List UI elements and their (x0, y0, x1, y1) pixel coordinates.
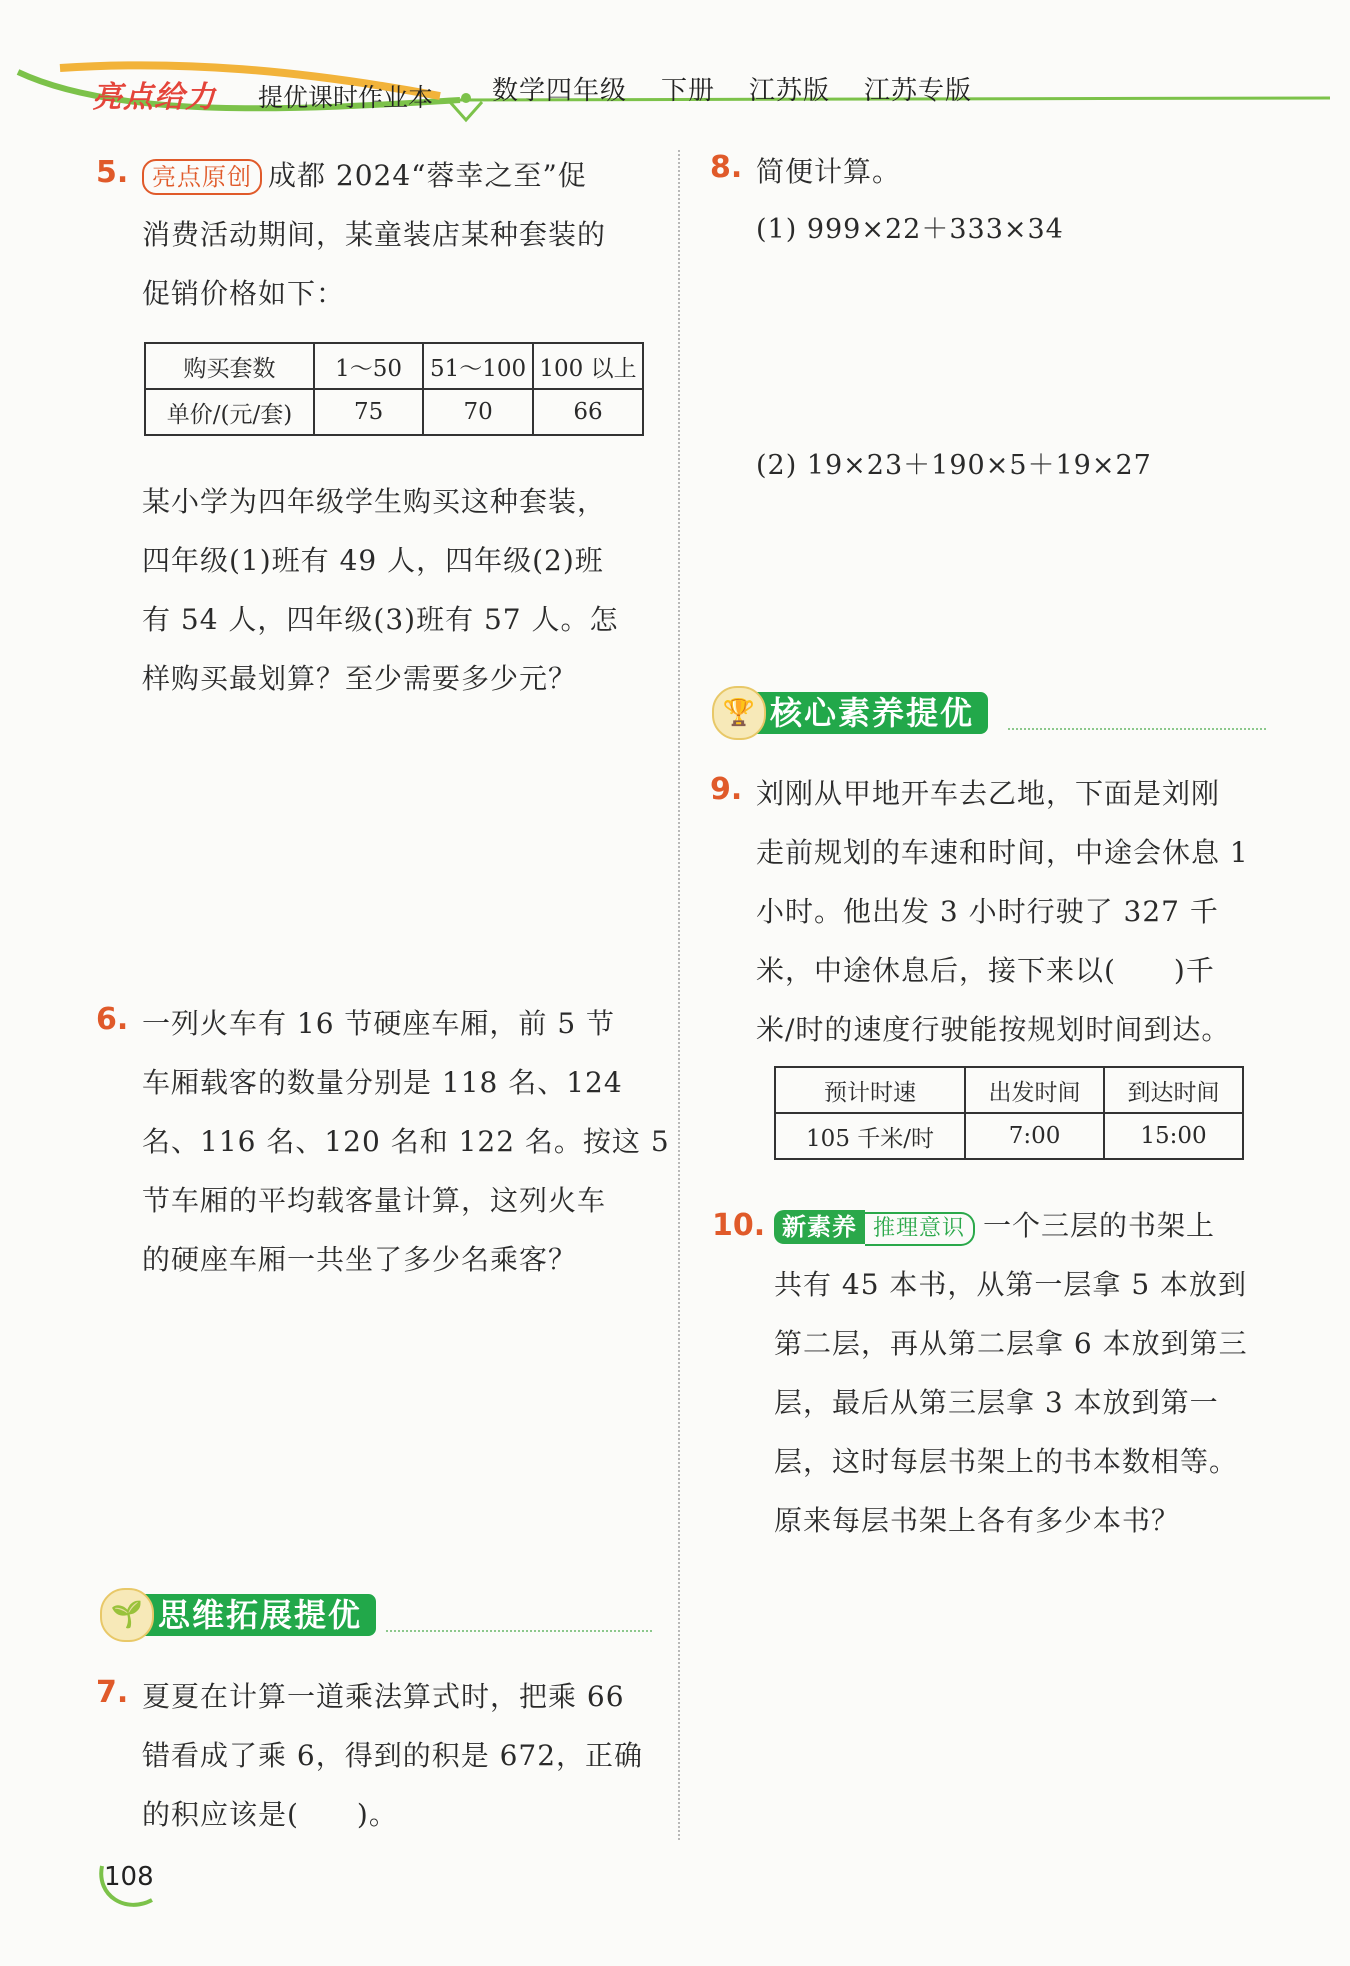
section-dots (386, 1630, 652, 1632)
column-divider (678, 150, 680, 1840)
q5-table-row-quantity (145, 343, 643, 389)
brand-logo-text: 亮点给力 (92, 80, 216, 115)
q9-cell: 出发时间 (965, 1067, 1104, 1113)
q6-line-2: 车厢载客的数量分别是 118 名、124 (142, 1066, 623, 1099)
q7-line-1: 夏夏在计算一道乘法算式时，把乘 66 (142, 1680, 625, 1713)
q10-line-4: 层，最后从第三层拿 3 本放到第一 (774, 1386, 1219, 1419)
q10-line-3: 第二层，再从第二层拿 6 本放到第三 (774, 1327, 1248, 1360)
q10-line-5: 层，这时每层书架上的书本数相等。 (774, 1445, 1239, 1478)
q5-q-line-3: 有 54 人，四年级(3)班有 57 人。怎 (142, 603, 619, 636)
q9-text (756, 764, 1249, 1059)
q5-cell: 51～100 (423, 343, 533, 389)
q8-part-2 (756, 436, 1152, 495)
q5-cell: 1～50 (314, 343, 423, 389)
q6-line-1: 一列火车有 16 节硬座车厢，前 5 节 (142, 1007, 616, 1040)
q5-text (142, 146, 606, 323)
q5-original-badge: 亮点原创 (142, 159, 262, 195)
q5-price-table (144, 342, 644, 436)
q5-cell: 70 (423, 389, 533, 435)
page-number: 108 (104, 1862, 154, 1892)
q8-title (756, 142, 901, 201)
q9-line-4: 米，中途休息后，接下来以( )千 (756, 954, 1215, 987)
q5-line-3: 促销价格如下： (142, 277, 346, 310)
q10-reasoning-badge: 推理意识 (865, 1212, 975, 1246)
header-grade: 数学四年级 (492, 76, 628, 106)
section-core-title: 核心素养提优 (718, 692, 988, 734)
q9-number: 9. (710, 772, 743, 807)
q5-cell: 单价/(元/套) (145, 389, 314, 435)
q6-number: 6. (96, 1002, 129, 1037)
q9-table-value-row (775, 1113, 1243, 1159)
q10-new-literacy-badge: 新素养 (774, 1210, 865, 1244)
header-special-edition: 江苏专版 (864, 76, 973, 106)
section-core-competency (718, 690, 1266, 740)
q9-line-2: 走前规划的车速和时间，中途会休息 1 (756, 836, 1249, 869)
q8-part-2-text: (2) 19×23＋190×5＋19×27 (756, 450, 1152, 481)
section-thinking-extension (106, 1592, 652, 1642)
q5-q-line-1: 某小学为四年级学生购买这种套装， (142, 485, 607, 518)
q9-cell: 105 千米/时 (775, 1113, 965, 1159)
q9-line-3: 小时。他出发 3 小时行驶了 327 千 (756, 895, 1219, 928)
q5-cell: 100 以上 (533, 343, 643, 389)
header-volume: 下册 (661, 76, 716, 106)
header-info (492, 70, 972, 107)
q9-table-header-row (775, 1067, 1243, 1113)
q6-line-3: 名、116 名、120 名和 122 名。按这 5 (142, 1125, 670, 1158)
q5-cell: 66 (533, 389, 643, 435)
q10-line-1-text: 一个三层的书架上 (983, 1209, 1216, 1242)
q5-q-line-4: 样购买最划算？至少需要多少元？ (142, 662, 578, 695)
q5-cell: 购买套数 (145, 343, 314, 389)
q7-number: 7. (96, 1675, 129, 1710)
q6-line-5: 的硬座车厢一共坐了多少名乘客？ (142, 1243, 578, 1276)
q10-number: 10. (712, 1208, 766, 1243)
q5-question (142, 472, 619, 708)
q8-title-text: 简便计算。 (756, 155, 902, 188)
q7-text (142, 1667, 643, 1844)
header-edition: 江苏版 (749, 76, 831, 106)
q5-number: 5. (96, 155, 129, 190)
q5-table-row-price (145, 389, 643, 435)
q9-line-1: 刘刚从甲地开车去乙地，下面是刘刚 (756, 777, 1221, 810)
q5-q-line-2: 四年级(1)班有 49 人，四年级(2)班 (142, 544, 604, 577)
q5-line-1 (142, 146, 606, 205)
q9-cell: 预计时速 (775, 1067, 965, 1113)
q10-line-6: 原来每层书架上各有多少本书？ (774, 1504, 1181, 1537)
q5-cell: 75 (314, 389, 423, 435)
q9-cell: 15:00 (1104, 1113, 1243, 1159)
brand-subtitle: 提优课时作业本 (258, 83, 434, 112)
section-thinking-title: 思维拓展提优 (106, 1594, 376, 1636)
page-header (0, 50, 1350, 130)
trophy-icon: 🏆 (712, 686, 766, 740)
q5-line-2: 消费活动期间，某童装店某种套装的 (142, 218, 607, 251)
q8-part-1-text: (1) 999×22＋333×34 (756, 214, 1064, 245)
q10-line-1 (774, 1196, 1248, 1255)
q8-number: 8. (710, 150, 743, 185)
q10-text (774, 1196, 1248, 1550)
q7-line-2: 错看成了乘 6，得到的积是 672，正确 (142, 1739, 644, 1772)
q9-schedule-table (774, 1066, 1244, 1160)
q9-cell: 到达时间 (1104, 1067, 1243, 1113)
q6-text (142, 994, 670, 1289)
q10-line-2: 共有 45 本书，从第一层拿 5 本放到 (774, 1268, 1248, 1301)
q9-cell: 7:00 (965, 1113, 1104, 1159)
q5-line-1-text: 成都 2024“蓉幸之至”促 (268, 159, 587, 192)
q6-line-4: 节车厢的平均载客量计算，这列火车 (142, 1184, 607, 1217)
q8-part-1 (756, 200, 1064, 259)
section-dots (1008, 728, 1266, 730)
sprout-icon: 🌱 (100, 1588, 154, 1642)
q7-line-3: 的积应该是( )。 (142, 1798, 398, 1831)
q9-line-5: 米/时的速度行驶能按规划时间到达。 (756, 1013, 1231, 1046)
